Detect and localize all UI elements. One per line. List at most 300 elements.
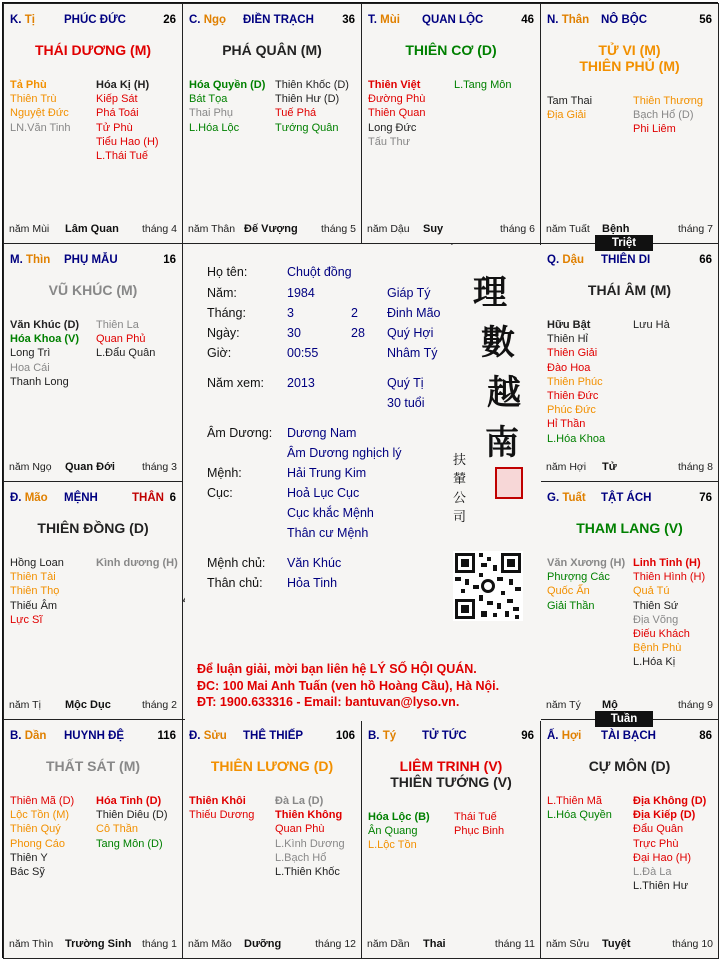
palace-header: [189, 730, 355, 742]
info-menh: Hải Trung Kim: [287, 466, 367, 480]
palace-age: 16: [163, 254, 176, 266]
minor-star: Ân Quang: [368, 825, 418, 838]
palace-cell[interactable]: [361, 719, 541, 959]
palace-cell[interactable]: [540, 481, 719, 720]
palace-stem: Đ.: [10, 492, 25, 504]
main-star: THÁI DƯƠNG (M): [34, 42, 152, 58]
minor-star: Lộc Tồn (M): [10, 809, 70, 822]
minor-star: Thiếu Dương: [189, 809, 255, 822]
palace-cell[interactable]: [540, 719, 719, 959]
minor-star: L.Hóa Kị: [633, 656, 676, 669]
minor-star: Thiên Tài: [10, 571, 56, 584]
minor-star: Long Đức: [368, 121, 417, 134]
palace-branch: Thìn: [25, 254, 51, 266]
right-stars: [454, 810, 504, 838]
minor-star: Bác Sỹ: [10, 866, 45, 879]
minor-star: Thiên Y: [10, 851, 48, 864]
palace-stage: Suy: [423, 223, 444, 235]
main-star: TỬ VI (M): [598, 42, 661, 58]
palace-month: tháng 9: [677, 699, 713, 711]
info-menh-label: Mệnh:: [207, 466, 242, 480]
minor-star: Nguyệt Đức: [10, 107, 69, 120]
palace-age: 36: [342, 14, 355, 26]
palace-footer: [367, 223, 535, 235]
minor-star: L.Thiên Hư: [633, 880, 689, 893]
minor-star: Văn Xương (H): [547, 557, 626, 569]
minor-star: Tấu Thư: [368, 135, 411, 148]
palace-cell[interactable]: [3, 481, 183, 720]
minor-star: L.Thiên Khốc: [275, 866, 340, 879]
palace-age: 106: [335, 730, 355, 742]
main-stars: [541, 758, 718, 774]
palace-age: 46: [521, 14, 534, 26]
minor-star: Thiên Trù: [10, 93, 57, 106]
minor-star: L.Tang Môn: [454, 79, 512, 91]
minor-star: Thiên Quý: [10, 823, 61, 836]
info-view-can: Quý Tị: [387, 376, 424, 390]
minor-star: Bát Tọa: [189, 93, 228, 106]
palace-age: 66: [699, 254, 712, 266]
palace-stage: Bệnh: [602, 223, 630, 235]
palace-stem: C.: [189, 14, 204, 26]
palace-stem: G.: [547, 492, 563, 504]
info-age: 30 tuổi: [387, 396, 425, 410]
minor-star: Hóa Quyền (D): [189, 79, 266, 91]
palace-house: THÊ THIẾP: [243, 730, 304, 742]
main-star: LIÊM TRINH (V): [399, 758, 503, 774]
calligraphy-4: 南: [485, 423, 519, 463]
minor-star: Thiên Thương: [633, 95, 704, 107]
palace-footer: [9, 461, 177, 473]
minor-star: Bạch Hổ (D): [633, 109, 694, 122]
minor-star: Thiên Việt: [368, 79, 421, 91]
minor-star: Văn Khúc (D): [10, 319, 80, 331]
right-stars: [275, 78, 349, 135]
palace-cell[interactable]: [540, 3, 719, 244]
palace-stage: Tuyệt: [602, 938, 631, 950]
palace-stem: Q.: [547, 254, 563, 266]
palace-house: ĐIỀN TRẠCH: [243, 14, 314, 26]
minor-star: L.Hóa Khoa: [547, 432, 606, 445]
main-star: THIÊN ĐỒNG (D): [37, 520, 149, 536]
palace-position: [10, 730, 46, 742]
palace-footer: [188, 938, 356, 950]
palace-stem: M.: [10, 254, 26, 266]
palace-branch: Hợi: [561, 730, 582, 742]
main-stars: [362, 758, 540, 790]
palace-year: năm Thân: [188, 223, 236, 235]
info-day-lunar: 28: [351, 326, 365, 340]
left-stars: [368, 810, 430, 853]
palace-footer: [546, 223, 713, 235]
minor-star: Địa Không (D): [633, 795, 707, 807]
minor-star: Thiên La: [96, 319, 139, 331]
info-year: 1984: [287, 286, 315, 300]
palace-footer: [188, 223, 356, 235]
palace-stage: Quan Đới: [65, 461, 115, 473]
minor-star: Thiên Hình (H): [633, 571, 706, 584]
minor-star: LN.Văn Tinh: [10, 121, 71, 134]
main-stars: [4, 758, 182, 774]
main-stars: [541, 282, 718, 298]
minor-star: Thiên Đức: [547, 390, 599, 403]
minor-star: Tiểu Hao (H): [96, 135, 159, 148]
main-stars: [183, 42, 361, 58]
palace-stem: B.: [368, 730, 383, 742]
main-star: CỰ MÔN (D): [588, 758, 671, 774]
palace-month: tháng 2: [141, 699, 177, 711]
palace-stage: Mộ: [602, 699, 618, 711]
palace-year: năm Ngọ: [9, 461, 52, 473]
palace-year: năm Tý: [546, 699, 581, 711]
minor-star: Thanh Long: [10, 375, 69, 388]
palace-house: QUAN LỘC: [422, 14, 484, 26]
minor-star: Đào Hoa: [547, 361, 591, 374]
info-view-label: Năm xem:: [207, 376, 264, 390]
palace-footer: [9, 938, 177, 950]
info-hour: 00:55: [287, 346, 319, 360]
palace-year: năm Mão: [188, 938, 232, 950]
palace-house-secondary: THÂN: [132, 492, 164, 504]
palace-branch: Mão: [24, 492, 48, 504]
palace-position: [368, 730, 396, 742]
palace-house: TÀI BẠCH: [601, 730, 656, 742]
minor-star: L.Hóa Quyền: [547, 809, 612, 822]
main-star: THAM LANG (V): [576, 520, 683, 536]
left-stars: [10, 794, 74, 879]
minor-star: Hóa Tinh (D): [96, 795, 162, 807]
minor-star: Tướng Quân: [275, 121, 339, 134]
right-stars: [454, 78, 511, 92]
minor-star: Địa Giải: [547, 109, 587, 122]
main-star: THÁI ÂM (M): [587, 282, 672, 298]
palace-cell[interactable]: [3, 243, 183, 482]
main-stars: [4, 520, 182, 536]
minor-star: Hồng Loan: [10, 557, 64, 569]
minor-star: Tuế Phá: [275, 107, 317, 120]
palace-house: TỬ TỨC: [422, 730, 467, 742]
palace-position: [547, 730, 581, 742]
info-month-can: Đinh Mão: [387, 306, 441, 320]
small-calligraphy: [453, 451, 467, 527]
main-stars: [4, 42, 182, 58]
palace-age: 26: [163, 14, 176, 26]
palace-year: năm Mùi: [9, 223, 50, 235]
palace-header: [547, 492, 712, 504]
palace-year: năm Sửu: [546, 938, 590, 950]
left-stars: [189, 794, 254, 822]
palace-cell[interactable]: [182, 3, 362, 244]
palace-year: năm Hợi: [546, 461, 587, 473]
palace-cell[interactable]: [3, 719, 183, 959]
palace-footer: [9, 699, 177, 711]
minor-star: Thiên Hỉ: [547, 333, 588, 346]
info-menhchu: Văn Khúc: [287, 556, 342, 570]
palace-stage: Lâm Quan: [65, 223, 119, 235]
palace-stage: Đế Vượng: [244, 223, 298, 235]
contact-line-3[interactable]: ĐT: 1900.633316 - Email: bantuvan@lyso.vn.: [197, 695, 460, 709]
palace-stage: Mộc Dục: [65, 699, 111, 711]
palace-header: [10, 14, 176, 26]
palace-header: [368, 730, 534, 742]
palace-stem: B.: [10, 730, 25, 742]
palace-house: HUYNH ĐỆ: [64, 730, 125, 742]
left-stars: [189, 78, 265, 135]
palace-branch: Ngọ: [203, 14, 227, 26]
palace-year: năm Dậu: [367, 223, 410, 235]
left-stars: [10, 318, 79, 389]
palace-position: [547, 14, 589, 26]
minor-star: Long Trì: [10, 347, 51, 360]
minor-star: Thiên Thọ: [10, 585, 60, 598]
palace-header: [547, 730, 712, 742]
right-stars: [633, 318, 670, 332]
minor-star: Hóa Lộc (B): [368, 811, 430, 823]
info-name: Chuột đồng: [287, 265, 352, 279]
right-stars: [96, 318, 155, 361]
info-amduong: Dương Nam: [287, 426, 357, 440]
palace-age: 56: [699, 14, 712, 26]
minor-star: Quan Phù: [275, 823, 325, 836]
calligraphy-1: 理: [473, 273, 507, 313]
minor-star: Thiên Khôi: [189, 795, 246, 807]
left-stars: [547, 794, 612, 822]
palace-month: tháng 11: [494, 938, 535, 950]
minor-star: Tử Phù: [96, 121, 133, 134]
palace-age: 6: [169, 492, 176, 504]
info-month-solar: 3: [287, 306, 294, 320]
palace-cell[interactable]: [361, 3, 541, 244]
horoscope-chart: [2, 2, 718, 958]
palace-position: [10, 492, 48, 504]
palace-month: tháng 4: [141, 223, 177, 235]
main-stars: [183, 758, 361, 774]
palace-month: tháng 7: [677, 223, 713, 235]
palace-position: [189, 730, 227, 742]
palace-header: [189, 14, 355, 26]
seal-stamp: [495, 467, 523, 499]
right-stars: [633, 556, 705, 670]
info-hour-label: Giờ:: [207, 346, 232, 360]
palace-age: 116: [157, 730, 176, 742]
minor-star: Thiên Quan: [368, 107, 426, 120]
palace-month: tháng 3: [141, 461, 177, 473]
left-stars: [10, 78, 71, 135]
main-star: THIÊN CƠ (D): [405, 42, 497, 58]
palace-year: năm Tị: [9, 699, 41, 711]
minor-star: Hóa Kị (H): [96, 79, 150, 91]
palace-footer: [546, 699, 713, 711]
info-menhchu-label: Mệnh chủ:: [207, 556, 266, 570]
main-star: THIÊN TƯỚNG (V): [390, 774, 512, 790]
minor-star: Phá Toái: [96, 107, 139, 120]
palace-month: tháng 10: [672, 938, 713, 950]
palace-branch: Sửu: [203, 730, 227, 742]
minor-star: L.Hóa Lộc: [189, 121, 240, 134]
minor-star: Phượng Các: [547, 571, 610, 584]
minor-star: Giải Thần: [547, 599, 595, 612]
palace-header: [10, 492, 176, 504]
right-stars: [96, 78, 159, 163]
minor-star: Phúc Đức: [547, 404, 596, 417]
palace-house: NÔ BỘC: [601, 14, 647, 26]
palace-month: tháng 6: [499, 223, 535, 235]
small-callig-3: 公: [453, 491, 467, 506]
right-stars: [633, 794, 706, 893]
minor-star: Đà La (D): [275, 795, 324, 807]
contact-block: [197, 661, 499, 711]
minor-star: Đại Hao (H): [633, 851, 692, 864]
minor-star: Thiên Khốc (D): [275, 79, 349, 91]
minor-star: L.Lộc Tồn: [368, 839, 417, 852]
qr-code-icon[interactable]: [453, 551, 523, 621]
main-star: PHÁ QUÂN (M): [222, 42, 322, 58]
info-thanchu: Hỏa Tinh: [287, 576, 338, 590]
palace-month: tháng 12: [315, 938, 356, 950]
palace-cell[interactable]: [3, 3, 183, 244]
info-name-label: Họ tên:: [207, 265, 248, 279]
palace-footer: [9, 223, 177, 235]
palace-header: [547, 14, 712, 26]
palace-house: MỆNH: [64, 492, 98, 504]
minor-star: Hoa Cái: [10, 361, 50, 374]
palace-cell[interactable]: [540, 243, 719, 482]
palace-month: tháng 1: [141, 938, 177, 950]
palace-stage: Trường Sinh: [65, 938, 132, 950]
palace-stem: Đ.: [189, 730, 204, 742]
small-callig-2: 輦: [453, 472, 467, 487]
palace-stem: N.: [547, 14, 562, 26]
minor-star: L.Thiên Mã: [547, 795, 603, 807]
minor-star: Linh Tinh (H): [633, 557, 701, 569]
info-year-label: Năm:: [207, 286, 237, 300]
palace-branch: Dần: [24, 730, 47, 742]
left-stars: [10, 556, 64, 627]
minor-star: Điếu Khách: [633, 628, 690, 641]
contact-line-1: Để luận giải, mời bạn liên hệ LÝ SỐ HỘI QUÁN.: [197, 662, 477, 676]
left-stars: [547, 318, 605, 446]
info-month-label: Tháng:: [207, 306, 246, 320]
minor-star: Thiên Sứ: [633, 599, 679, 612]
tuan-tag: Tuần: [595, 711, 653, 727]
minor-star: Hỉ Thần: [547, 418, 586, 431]
minor-star: Kiếp Sát: [96, 93, 138, 106]
minor-star: Thiên Diêu (D): [96, 809, 168, 822]
info-month-lunar: 2: [351, 306, 358, 320]
palace-age: 86: [699, 730, 712, 742]
small-callig-4: 司: [453, 510, 467, 525]
minor-star: Quốc Ấn: [547, 585, 590, 598]
palace-branch: Thân: [561, 14, 590, 26]
palace-year: năm Thìn: [9, 938, 54, 950]
palace-position: [368, 14, 400, 26]
info-cuc-label: Cục:: [207, 486, 233, 500]
minor-star: Đẩu Quân: [633, 823, 684, 836]
minor-star: Hữu Bật: [547, 319, 591, 331]
palace-year: năm Tuất: [546, 223, 590, 235]
palace-branch: Dậu: [562, 254, 585, 266]
main-stars: [541, 520, 718, 536]
calligraphy-2: 數: [481, 323, 515, 363]
info-day-can: Quý Hợi: [387, 326, 434, 340]
palace-stem: K.: [10, 14, 25, 26]
palace-branch: Tuất: [562, 492, 586, 504]
calligraphy-3: 越: [487, 373, 521, 413]
palace-house: THIÊN DI: [601, 254, 651, 266]
minor-star: Quả Tú: [633, 585, 670, 598]
minor-star: Cô Thần: [96, 823, 138, 836]
palace-cell[interactable]: [182, 719, 362, 959]
palace-age: 76: [699, 492, 712, 504]
palace-month: tháng 5: [320, 223, 356, 235]
main-star: THIÊN LƯƠNG (D): [210, 758, 334, 774]
minor-star: Thiên Phúc: [547, 375, 603, 388]
palace-header: [10, 730, 176, 742]
minor-star: Đường Phù: [368, 93, 426, 106]
palace-position: [547, 492, 586, 504]
right-stars: [96, 556, 178, 570]
main-stars: [362, 42, 540, 58]
palace-stage: Dưỡng: [244, 938, 282, 950]
left-stars: [547, 94, 592, 122]
palace-branch: Tị: [24, 14, 35, 26]
minor-star: L.Kình Dương: [275, 837, 345, 850]
palace-footer: [546, 938, 713, 950]
info-view-year: 2013: [287, 376, 315, 390]
minor-star: Lực Sĩ: [10, 613, 43, 626]
right-stars: [633, 94, 703, 137]
palace-position: [547, 254, 584, 266]
minor-star: Hóa Khoa (V): [10, 333, 80, 346]
minor-star: Quan Phủ: [96, 333, 146, 346]
center-panel: [185, 245, 541, 721]
triet-tag: Triệt: [595, 235, 653, 251]
minor-star: Tam Thai: [547, 95, 593, 107]
palace-house: PHỤ MẪU: [64, 254, 118, 266]
minor-star: L.Đà La: [633, 866, 672, 879]
info-day-label: Ngày:: [207, 326, 240, 340]
palace-footer: [546, 461, 713, 473]
info-day-solar: 30: [287, 326, 301, 340]
palace-stage: Thai: [423, 938, 446, 950]
minor-star: L.Thái Tuế: [96, 150, 148, 163]
left-stars: [368, 78, 425, 149]
palace-position: [10, 14, 35, 26]
palace-house: TẬT ÁCH: [601, 492, 652, 504]
minor-star: Trực Phù: [633, 837, 679, 850]
palace-header: [368, 14, 534, 26]
minor-star: Lưu Hà: [633, 319, 670, 331]
main-star: THẤT SÁT (M): [45, 758, 141, 774]
palace-position: [10, 254, 50, 266]
minor-star: L.Bạch Hổ: [275, 851, 327, 864]
minor-star: Thái Tuế: [454, 811, 497, 823]
minor-star: Phong Cáo: [10, 837, 66, 850]
palace-footer: [367, 938, 535, 950]
minor-star: Địa Võng: [633, 613, 679, 626]
main-stars: [4, 282, 182, 298]
palace-position: [189, 14, 226, 26]
minor-star: Phục Binh: [454, 825, 505, 838]
palace-month: tháng 8: [677, 461, 713, 473]
contact-line-2: ĐC: 100 Mai Anh Tuấn (ven hồ Hoàng Cầu), Hà Nội.: [197, 678, 500, 693]
palace-age: 96: [521, 730, 534, 742]
right-stars: [275, 794, 345, 879]
main-star: VŨ KHÚC (M): [48, 282, 138, 298]
minor-star: Thiếu Âm: [10, 599, 58, 612]
palace-branch: Tý: [382, 730, 397, 742]
minor-star: Thiên Không: [275, 809, 343, 822]
